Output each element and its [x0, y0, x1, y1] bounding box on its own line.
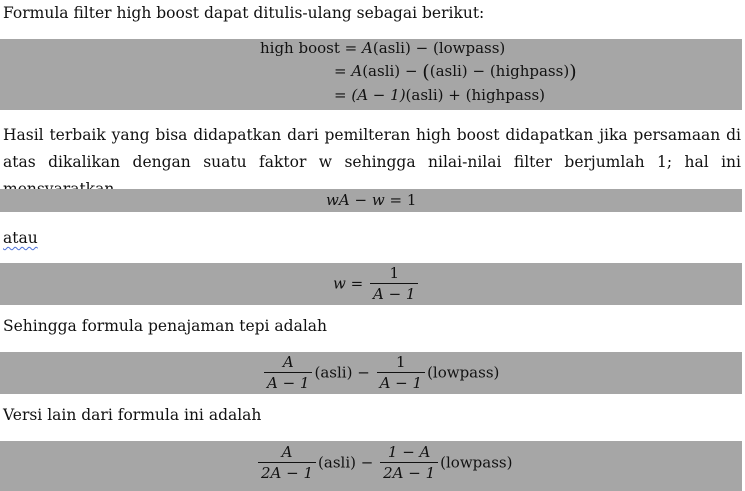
alt-minus: − [360, 453, 374, 472]
pen-asli: (asli) [314, 363, 353, 382]
wa-w2: w [371, 191, 385, 209]
alt-fraction-1 [258, 442, 316, 483]
pen-num-1: A [282, 353, 294, 371]
equation-w [333, 263, 420, 304]
eq2-inner-asli: (asli) [429, 62, 468, 80]
intro-text: Formula filter high boost dapat ditulis-ulang sebagai berikut: [3, 4, 485, 22]
equation-box-wa [0, 189, 742, 212]
w-fraction [370, 263, 418, 304]
equation-wa [326, 191, 416, 209]
eq2-a: A [351, 62, 363, 80]
pen-lowpass: (lowpass) [427, 363, 500, 382]
wa-a: A [338, 191, 350, 209]
wa-one: 1 [406, 191, 417, 209]
eq1-asli: (asli) [372, 39, 411, 57]
pen-den-1: A − 1 [264, 372, 312, 393]
eq3-equals: = [334, 86, 347, 104]
equation-box-high-boost [0, 39, 742, 110]
eq2-highpass: (highpass) [489, 62, 570, 80]
equation-versi-lain [256, 442, 512, 483]
equation-line-1 [260, 39, 505, 57]
paragraph-penajaman: Sehingga formula penajaman tepi adalah [3, 317, 328, 335]
eq2-minus: − [404, 62, 418, 80]
pen-den-2: A − 1 [377, 372, 425, 393]
equation-box-w [0, 263, 742, 305]
wa-minus: − [354, 191, 368, 209]
eq2-close-paren: ) [569, 61, 577, 83]
alt-num-2: 1 − A [387, 443, 431, 461]
eq3-plus: + [448, 86, 461, 104]
eq3-highpass: (highpass) [465, 86, 546, 104]
eq2-asli: (asli) [362, 62, 401, 80]
eq2-open-paren: ( [422, 61, 430, 83]
wa-equals: = [389, 191, 403, 209]
eq3-asli: (asli) [405, 86, 444, 104]
equation-line-3 [334, 86, 545, 104]
eq1-equals: = [344, 39, 358, 57]
eq3-paren: (A − 1) [351, 86, 406, 104]
eq2-equals: = [334, 62, 347, 80]
alt-fraction-2 [380, 442, 438, 483]
alt-den-2: 2A − 1 [380, 462, 438, 483]
pen-fraction-1 [264, 352, 312, 393]
pen-fraction-2 [377, 352, 425, 393]
equation-box-penajaman [0, 352, 742, 394]
eq1-minus: − [415, 39, 429, 57]
pen-num-2: 1 [396, 353, 406, 371]
w-equals: = [350, 274, 364, 293]
atau-text: atau [3, 229, 38, 247]
equation-box-versi-lain [0, 441, 742, 491]
eq1-lowpass: (lowpass) [432, 39, 506, 57]
alt-asli: (asli) [318, 453, 356, 472]
paragraph-hasil-terbaik: Hasil terbaik yang bisa didapatkan dari pemilteran high boost didapatkan jika persamaan di atas dikalikan dengan suatu faktor w sehingga nilai-nilai filter berjumlah 1; hal ini [3, 126, 741, 171]
equation-line-2 [334, 61, 577, 83]
equation-penajaman [262, 352, 499, 393]
eq1-lhs: high boost [260, 39, 340, 57]
w-numerator: 1 [389, 264, 399, 282]
alt-num-1: A [281, 443, 293, 461]
eq1-a: A [362, 39, 373, 57]
paragraph-versi-lain: Versi lain dari formula ini adalah [3, 406, 262, 424]
w-denominator: A − 1 [370, 283, 418, 304]
w-var: w [333, 274, 346, 293]
alt-den-1: 2A − 1 [258, 462, 316, 483]
pen-minus: − [357, 363, 370, 382]
eq2-inner-minus: − [472, 62, 486, 80]
wa-w: w [326, 191, 339, 209]
alt-lowpass: (lowpass) [440, 453, 513, 472]
